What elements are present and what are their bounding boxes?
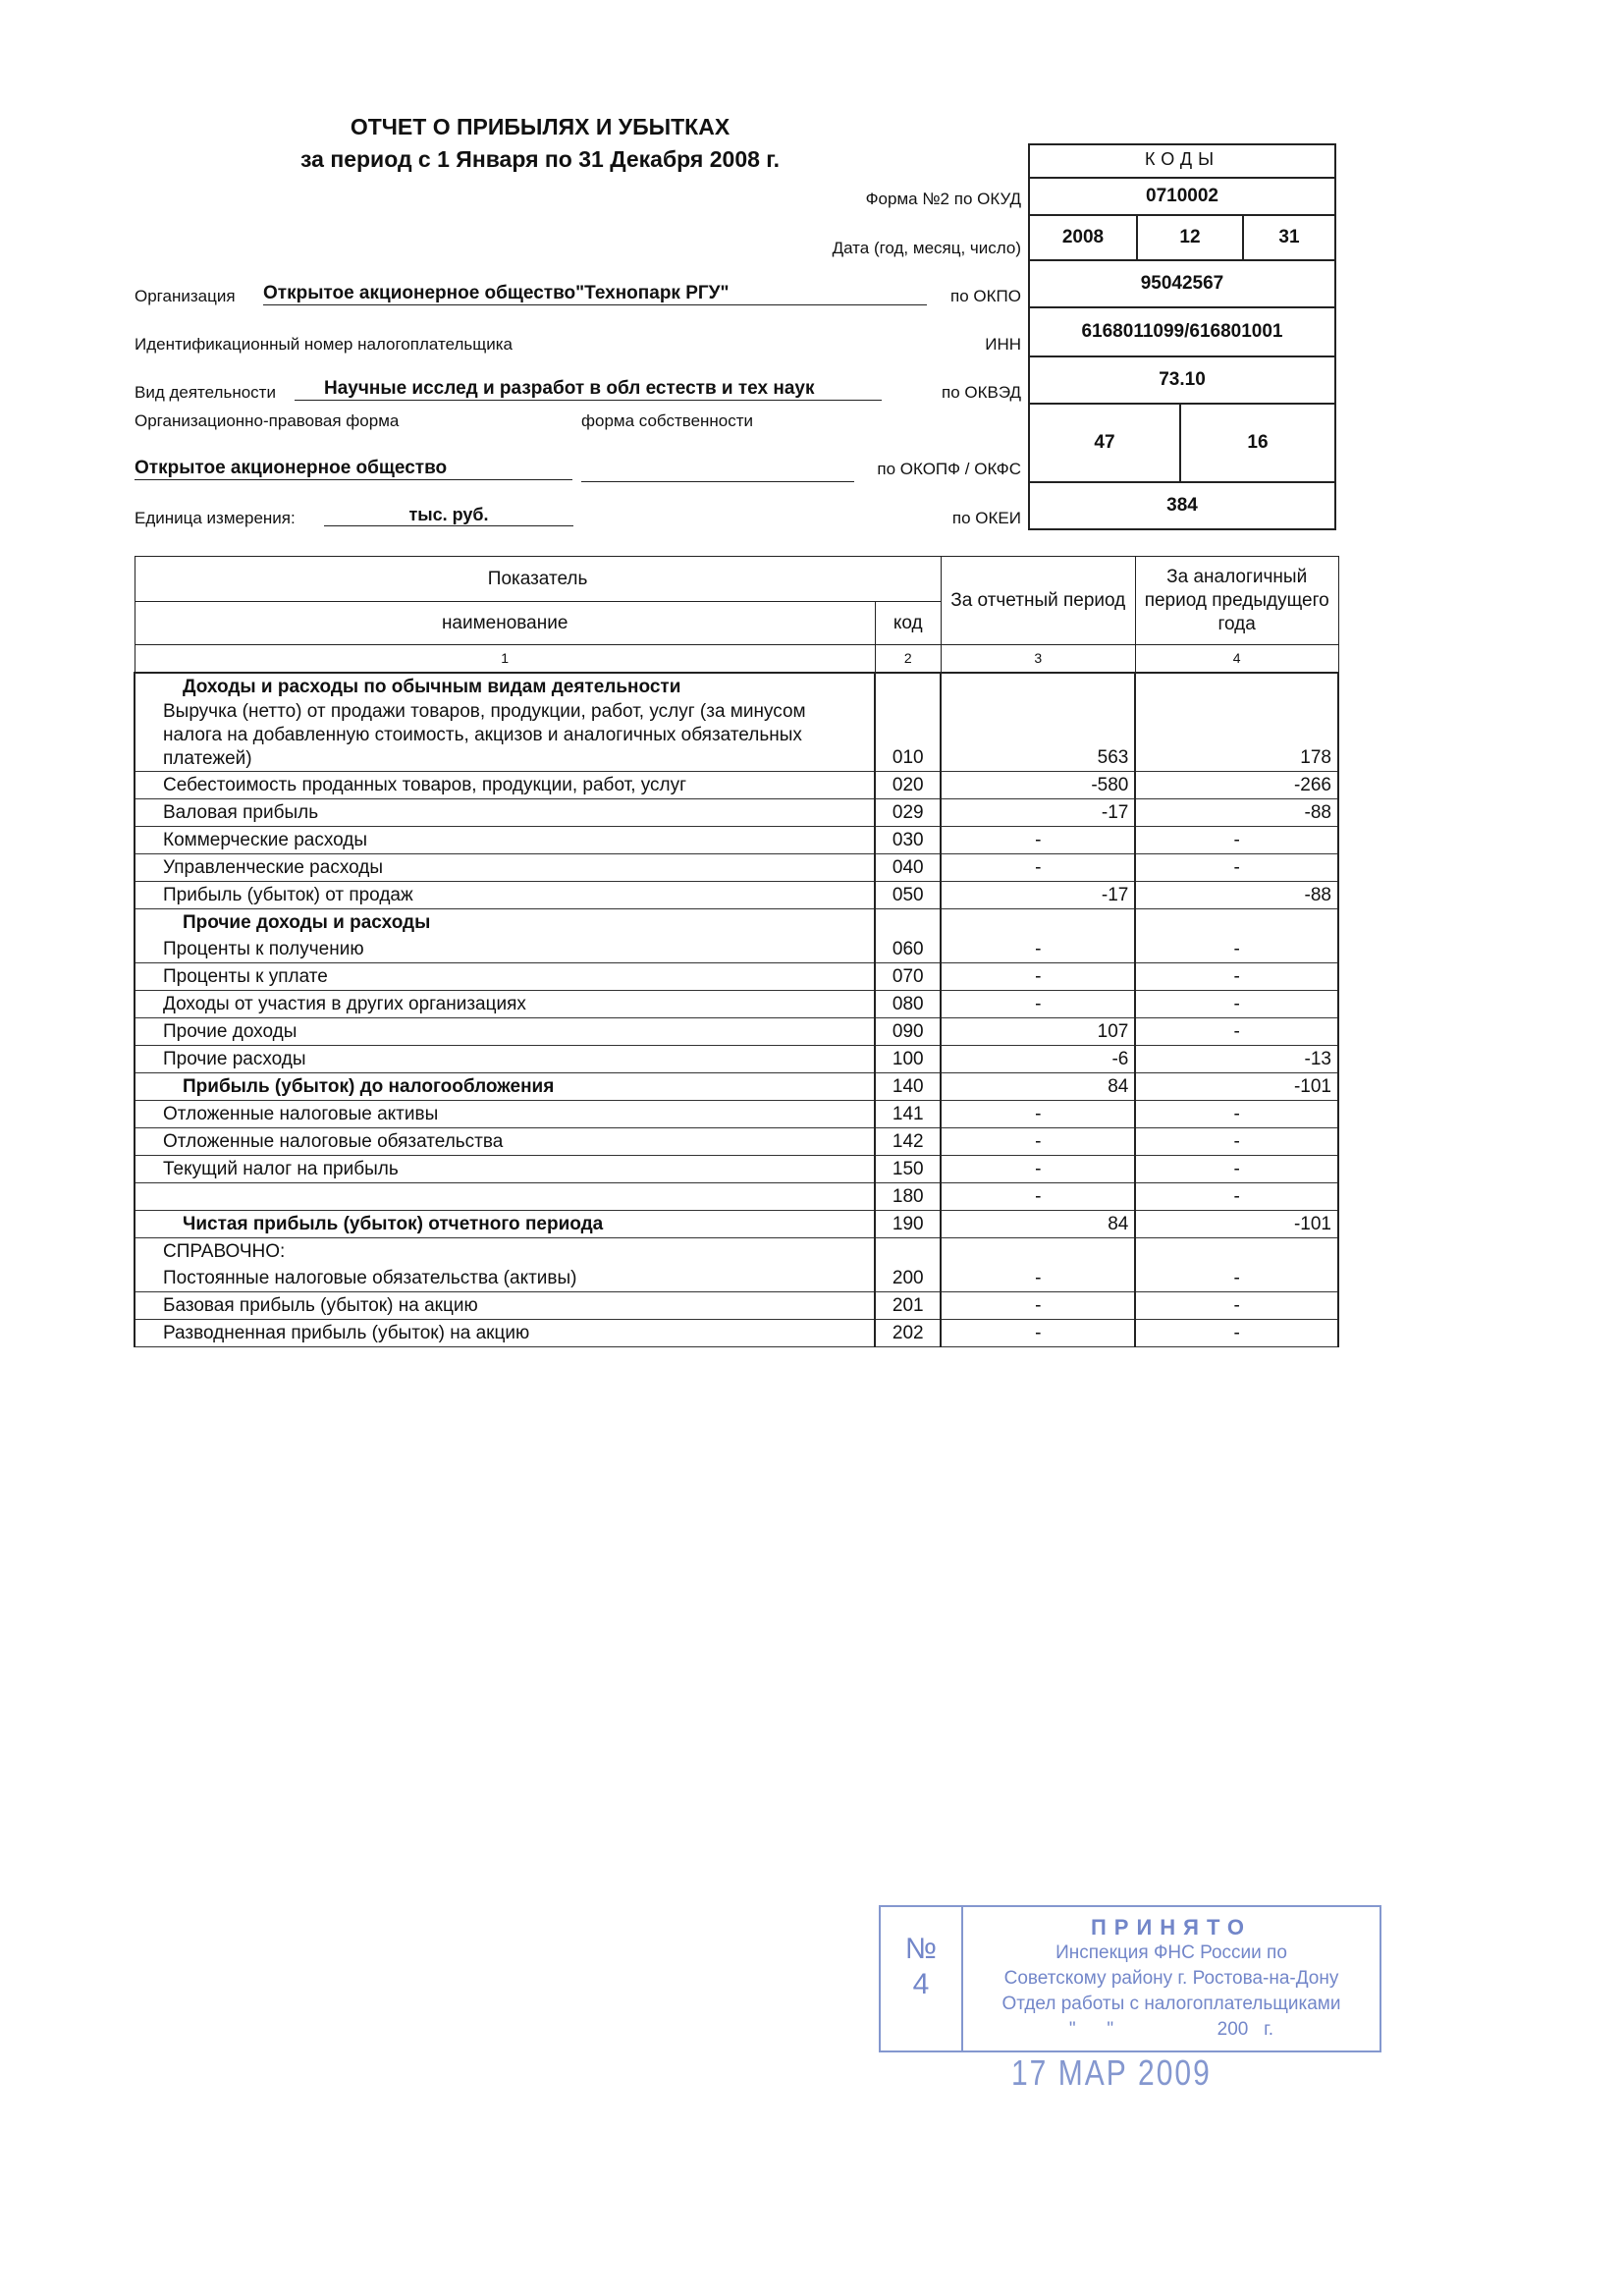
row-code bbox=[875, 673, 941, 700]
row-name: Выручка (нетто) от продажи товаров, продукции, работ, услуг (за минусом налога на добавленную стоимость, акцизов и аналогичных обязательных платежей) bbox=[135, 700, 875, 772]
okved-label: по ОКВЭД bbox=[941, 383, 1021, 402]
unit-label: Единица измерения: bbox=[135, 509, 296, 527]
table-row bbox=[135, 1183, 1338, 1211]
table-row bbox=[135, 1156, 1338, 1183]
inn-label: Идентификационный номер налогоплательщика bbox=[135, 335, 513, 354]
table-row bbox=[135, 854, 1338, 882]
stamp-line-3: Отдел работы с налогоплательщиками bbox=[1001, 1994, 1341, 2014]
row-code: 140 bbox=[875, 1073, 941, 1101]
row-name: Постоянные налоговые обязательства (активы) bbox=[135, 1265, 875, 1292]
table-row bbox=[135, 1211, 1338, 1238]
inn-short-label: ИНН bbox=[985, 335, 1021, 354]
row-code: 060 bbox=[875, 936, 941, 963]
row-previous-value: - bbox=[1135, 1183, 1338, 1211]
header-current-period: За отчетный период bbox=[941, 557, 1135, 645]
row-code bbox=[875, 909, 941, 937]
table-row bbox=[135, 1101, 1338, 1128]
row-previous-value: - bbox=[1135, 1156, 1338, 1183]
org-label: Организация bbox=[135, 287, 236, 305]
row-code: 020 bbox=[875, 772, 941, 799]
activity-value: Научные исслед и разработ в обл естеств и тех наук bbox=[295, 378, 882, 401]
row-code: 090 bbox=[875, 1018, 941, 1046]
row-previous-value: - bbox=[1135, 1292, 1338, 1320]
row-code: 202 bbox=[875, 1320, 941, 1347]
row-name: Базовая прибыль (убыток) на акцию bbox=[135, 1292, 875, 1320]
codes-header: КОДЫ bbox=[1028, 143, 1336, 179]
row-name: Чистая прибыль (убыток) отчетного периода bbox=[135, 1211, 875, 1238]
okei-code: 384 bbox=[1028, 481, 1336, 530]
row-name: Текущий налог на прибыль bbox=[135, 1156, 875, 1183]
table-row bbox=[135, 1320, 1338, 1347]
date-month: 12 bbox=[1136, 214, 1244, 261]
row-current-value: 107 bbox=[941, 1018, 1135, 1046]
stamp-line-2: Советскому району г. Ростова-на-Дону bbox=[1003, 1968, 1339, 1989]
table-row bbox=[135, 936, 1338, 963]
table-row bbox=[135, 1265, 1338, 1292]
row-code: 050 bbox=[875, 882, 941, 909]
row-current-value: - bbox=[941, 1292, 1135, 1320]
report-body bbox=[135, 673, 1338, 1347]
row-name: СПРАВОЧНО: bbox=[135, 1238, 875, 1266]
okopf-label: по ОКОПФ / ОКФС bbox=[877, 460, 1021, 478]
row-code: 142 bbox=[875, 1128, 941, 1156]
row-previous-value: - bbox=[1135, 1018, 1338, 1046]
row-current-value: - bbox=[941, 1320, 1135, 1347]
date-label: Дата (год, месяц, число) bbox=[832, 239, 1021, 257]
colnum-2: 2 bbox=[875, 645, 941, 674]
legal-form-label: Организационно-правовая форма bbox=[135, 411, 400, 430]
row-name: Прочие доходы bbox=[135, 1018, 875, 1046]
okud-label: Форма №2 по ОКУД bbox=[865, 190, 1021, 208]
okfs-code: 16 bbox=[1179, 403, 1336, 483]
row-name: Прибыль (убыток) до налогообложения bbox=[135, 1073, 875, 1101]
report-title: ОТЧЕТ О ПРИБЫЛЯХ И УБЫТКАХ bbox=[350, 114, 730, 139]
row-code: 030 bbox=[875, 827, 941, 854]
table-row bbox=[135, 1018, 1338, 1046]
row-previous-value bbox=[1135, 1238, 1338, 1266]
row-name: Себестоимость проданных товаров, продукции, работ, услуг bbox=[135, 772, 875, 799]
table-row bbox=[135, 772, 1338, 799]
stamp-number-value: 4 bbox=[912, 1968, 930, 2000]
row-code: 201 bbox=[875, 1292, 941, 1320]
row-previous-value: -266 bbox=[1135, 772, 1338, 799]
date-day: 31 bbox=[1242, 214, 1336, 261]
stamp-line-4: " " 200 г. bbox=[1068, 2019, 1274, 2040]
row-code bbox=[875, 1238, 941, 1266]
ownership-label: форма собственности bbox=[581, 411, 754, 430]
row-current-value: -6 bbox=[941, 1046, 1135, 1073]
row-current-value: -17 bbox=[941, 799, 1135, 827]
okved-code: 73.10 bbox=[1028, 355, 1336, 405]
row-current-value: - bbox=[941, 936, 1135, 963]
row-name: Доходы и расходы по обычным видам деятельности bbox=[135, 673, 875, 700]
row-code: 029 bbox=[875, 799, 941, 827]
okpo-label: по ОКПО bbox=[950, 287, 1021, 305]
row-previous-value: - bbox=[1135, 1320, 1338, 1347]
stamp-text bbox=[969, 1915, 1374, 2043]
row-current-value: - bbox=[941, 1156, 1135, 1183]
header-code: код bbox=[875, 602, 941, 645]
row-code: 100 bbox=[875, 1046, 941, 1073]
row-current-value: - bbox=[941, 963, 1135, 991]
row-current-value bbox=[941, 1238, 1135, 1266]
ownership-value-line bbox=[581, 460, 854, 482]
row-previous-value: -88 bbox=[1135, 799, 1338, 827]
row-name: Отложенные налоговые обязательства bbox=[135, 1128, 875, 1156]
row-previous-value: -101 bbox=[1135, 1211, 1338, 1238]
table-row bbox=[135, 700, 1338, 772]
header-indicator: Показатель bbox=[135, 557, 941, 602]
unit-value: тыс. руб. bbox=[324, 505, 573, 526]
row-previous-value: 178 bbox=[1135, 700, 1338, 772]
row-current-value: - bbox=[941, 991, 1135, 1018]
row-name: Управленческие расходы bbox=[135, 854, 875, 882]
row-current-value: - bbox=[941, 1183, 1135, 1211]
row-previous-value: - bbox=[1135, 1265, 1338, 1292]
row-previous-value bbox=[1135, 909, 1338, 937]
row-code: 150 bbox=[875, 1156, 941, 1183]
row-name: Отложенные налоговые активы bbox=[135, 1101, 875, 1128]
row-name: Доходы от участия в других организациях bbox=[135, 991, 875, 1018]
row-current-value: 84 bbox=[941, 1073, 1135, 1101]
table-row bbox=[135, 827, 1338, 854]
okopf-code: 47 bbox=[1028, 403, 1181, 483]
row-current-value: - bbox=[941, 1128, 1135, 1156]
row-current-value: - bbox=[941, 1265, 1135, 1292]
row-name: Прочие доходы и расходы bbox=[135, 909, 875, 937]
colnum-4: 4 bbox=[1135, 645, 1338, 674]
row-name: Валовая прибыль bbox=[135, 799, 875, 827]
row-code: 040 bbox=[875, 854, 941, 882]
row-current-value: 563 bbox=[941, 700, 1135, 772]
table-row bbox=[135, 1292, 1338, 1320]
colnum-3: 3 bbox=[941, 645, 1135, 674]
row-previous-value: - bbox=[1135, 963, 1338, 991]
row-name: Разводненная прибыль (убыток) на акцию bbox=[135, 1320, 875, 1347]
row-previous-value bbox=[1135, 673, 1338, 700]
row-code: 180 bbox=[875, 1183, 941, 1211]
table-row bbox=[135, 991, 1338, 1018]
row-name: Проценты к получению bbox=[135, 936, 875, 963]
table-row bbox=[135, 882, 1338, 909]
row-name: Прочие расходы bbox=[135, 1046, 875, 1073]
row-name: Коммерческие расходы bbox=[135, 827, 875, 854]
row-previous-value: -13 bbox=[1135, 1046, 1338, 1073]
table-row bbox=[135, 1238, 1338, 1266]
row-current-value bbox=[941, 673, 1135, 700]
row-previous-value: -88 bbox=[1135, 882, 1338, 909]
row-current-value: - bbox=[941, 854, 1135, 882]
row-name: Проценты к уплате bbox=[135, 963, 875, 991]
okei-label: по ОКЕИ bbox=[951, 509, 1021, 527]
acceptance-stamp bbox=[879, 1905, 1381, 2052]
table-row bbox=[135, 1073, 1338, 1101]
legal-form-value: Открытое акционерное общество bbox=[135, 458, 572, 480]
row-code: 141 bbox=[875, 1101, 941, 1128]
stamp-date: 17 МАР 2009 bbox=[1011, 2053, 1212, 2094]
okud-code: 0710002 bbox=[1028, 177, 1336, 216]
report-table bbox=[134, 556, 1339, 1347]
stamp-title: ПРИНЯТО bbox=[1090, 1915, 1252, 1940]
row-code: 200 bbox=[875, 1265, 941, 1292]
org-value: Открытое акционерное общество"Технопарк РГУ" bbox=[263, 283, 927, 305]
section-row bbox=[135, 909, 1338, 937]
row-current-value: 84 bbox=[941, 1211, 1135, 1238]
inn-code: 6168011099/616801001 bbox=[1028, 306, 1336, 357]
row-code: 190 bbox=[875, 1211, 941, 1238]
table-row bbox=[135, 963, 1338, 991]
row-code: 070 bbox=[875, 963, 941, 991]
colnum-1: 1 bbox=[135, 645, 875, 674]
table-row bbox=[135, 1128, 1338, 1156]
activity-label: Вид деятельности bbox=[135, 383, 276, 402]
header-previous-period: За аналогичный период предыдущего года bbox=[1135, 557, 1338, 645]
row-previous-value: - bbox=[1135, 936, 1338, 963]
stamp-number-box bbox=[881, 1907, 963, 2050]
stamp-number-label: № bbox=[904, 1933, 938, 1965]
table-row bbox=[135, 1046, 1338, 1073]
report-period: за период с 1 Января по 31 Декабря 2008 г. bbox=[300, 146, 780, 172]
row-current-value: - bbox=[941, 827, 1135, 854]
row-current-value: -17 bbox=[941, 882, 1135, 909]
row-previous-value: - bbox=[1135, 1128, 1338, 1156]
row-previous-value: - bbox=[1135, 991, 1338, 1018]
row-previous-value: - bbox=[1135, 854, 1338, 882]
okpo-code: 95042567 bbox=[1028, 259, 1336, 308]
row-name: Прибыль (убыток) от продаж bbox=[135, 882, 875, 909]
table-row bbox=[135, 799, 1338, 827]
row-previous-value: -101 bbox=[1135, 1073, 1338, 1101]
row-code: 010 bbox=[875, 700, 941, 772]
row-current-value: -580 bbox=[941, 772, 1135, 799]
row-current-value: - bbox=[941, 1101, 1135, 1128]
row-code: 080 bbox=[875, 991, 941, 1018]
row-previous-value: - bbox=[1135, 1101, 1338, 1128]
header-name: наименование bbox=[135, 602, 875, 645]
row-current-value bbox=[941, 909, 1135, 937]
row-name bbox=[135, 1183, 875, 1211]
stamp-line-1: Инспекция ФНС России по bbox=[1055, 1942, 1287, 1963]
section-row bbox=[135, 673, 1338, 700]
date-year: 2008 bbox=[1028, 214, 1138, 261]
row-previous-value: - bbox=[1135, 827, 1338, 854]
